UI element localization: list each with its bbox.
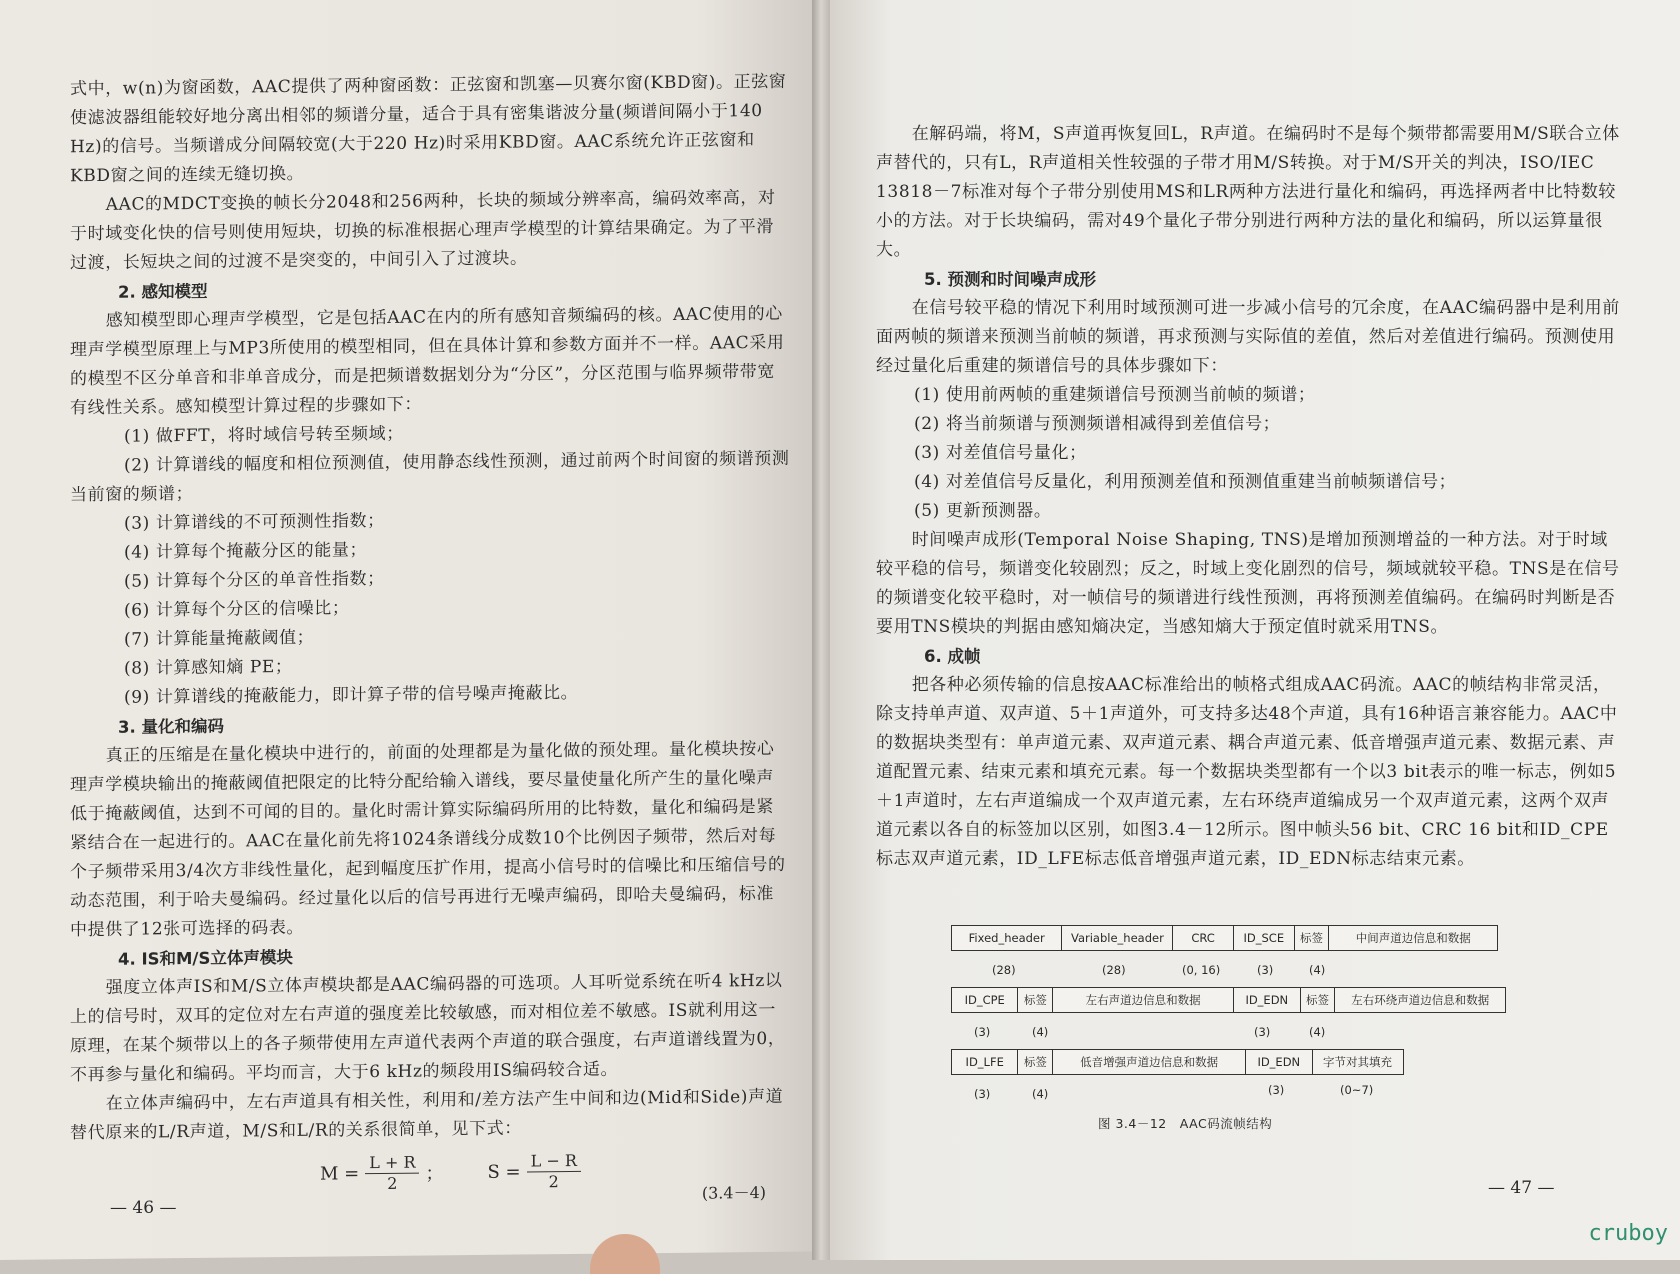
right-para-4: 把各种必须传输的信息按AAC标准给出的帧格式组成AAC码流。AAC的帧结构非常灵活，除支持单声道、双声道、5＋1声道外，可支持多达48个声道，具有16种语言兼容能力。AAC中的数据块类型有：单声道元素、双声道元素、耦合声道元素、低音增强声道元素、数据元素、声道配置元素、结束元素和填充元素。每一个数据块类型都有一个以3 bit表示的唯一标志，例如5＋1声道时，左右声道编成一个双声道元素，左右环绕声道编成另一个双声道元素，这两个双声道元素以各自的标签加以区别，如图3.4－12所示。图中帧头56 bit、CRC 16 bit和ID_CPE标志双声道元素，ID_LFE标志低音增强声道元素，ID_EDN标志结束元素。 [876, 675, 1618, 869]
cell-center-channel-data: 中间声道边信息和数据 [1328, 925, 1498, 951]
left-para-3: 感知模型即心理声学模型，它是包括AAC在内的所有感知音频编码的核。AAC使用的心理声学模型原理上与MP3所使用的模型相同，但在具体计算和参数方面并不一样。AAC采用的模型不区分单音和非单音成分，而是把频谱数据划分为“分区”，分区范围与临界频带带宽有线性关系。感知模型计算过程的步骤如下： [70, 303, 785, 419]
heading-stereo: 4. IS和M/S立体声模块 [118, 947, 293, 969]
cell-tag-4: 标签 [1017, 1049, 1053, 1075]
pred-step-1: (1) 使用前两帧的重建频谱信号预测当前帧的频谱； [914, 385, 1316, 405]
formula-m-numerator: L + R [365, 1152, 419, 1174]
cell-fixed-header: Fixed_header [951, 925, 1063, 951]
left-para-1: 式中，w(n)为窗函数，AAC提供了两种窗函数：正弦窗和凯塞—贝赛尔窗(KBD窗)。正弦窗使滤波器组能较好地分离出相邻的频谱分量，适合于具有密集谐波分量(频谱间隔小于140 Hz)的信号。当频谱成分间隔较宽(大于220 Hz)时采用KBD窗。AAC系统允许正弦窗和KBD窗之间的连续无缝切换。 [70, 71, 787, 187]
cell-id-edn-1: ID_EDN [1233, 987, 1301, 1013]
bits-id-edn-2: (3) [1268, 1083, 1285, 1097]
formula-m-fraction [365, 1152, 419, 1194]
left-para-6: 在立体声编码中，左右声道具有相关性，利用和/差方法产生中间和边(Mid和Side)声道替代原来的L/R声道，M/S和L/R的关系很简单，见下式： [70, 1086, 784, 1144]
cell-id-lfe: ID_LFE [951, 1049, 1019, 1075]
bits-tag-1: (4) [1309, 963, 1326, 977]
right-para-1: 在解码端，将M，S声道再恢复回L，R声道。在编码时不是每个频带都需要用M/S联合立体声替代的，只有L，R声道相关性较强的子带才用M/S转换。对于M/S开关的判决，ISO/IEC 13818－7标准对每个子带分别使用MS和LR两种方法进行量化和编码，再选择两者中比特数较小的方法。对于长块编码，需对49个量化子带分别进行两种方法的量化和编码，所以运算量很大。 [876, 124, 1620, 260]
perception-steps [70, 416, 790, 714]
cell-id-cpe: ID_CPE [951, 987, 1019, 1013]
bits-variable-header: (28) [1102, 963, 1126, 977]
formula-s-denominator: 2 [548, 1171, 559, 1191]
formula-s-lhs: S = [487, 1161, 521, 1183]
pred-step-2: (2) 将当前频谱与预测频谱相减得到差值信号； [914, 414, 1281, 434]
heading-perception-model: 2. 感知模型 [118, 281, 208, 302]
step-4: (4) 计算每个掩蔽分区的能量； [124, 540, 368, 563]
step-2: (2) 计算谱线的幅度和相位预测值，使用静态线性预测，通过前两个时间窗的频谱预测当前窗的频谱； [70, 448, 790, 506]
step-7: (7) 计算能量掩蔽阈值； [124, 627, 315, 650]
bits-fixed-header: (28) [992, 963, 1016, 977]
formula-s-numerator: L − R [527, 1150, 581, 1172]
cell-lr-channel-data: 左右声道边信息和数据 [1052, 987, 1234, 1013]
equation-number: (3.4－4) [701, 1182, 766, 1203]
frame-row-2 [952, 987, 1506, 1013]
step-8: (8) 计算感知熵 PE； [124, 656, 293, 679]
formula-s-fraction [527, 1150, 581, 1192]
bits-id-cpe: (3) [974, 1025, 991, 1039]
prediction-steps [876, 381, 1620, 526]
bits-tag-3: (4) [1309, 1025, 1326, 1039]
cell-variable-header: Variable_header [1061, 925, 1173, 951]
step-9: (9) 计算谱线的掩蔽能力，即计算子带的信号噪声掩蔽比。 [124, 682, 579, 708]
frame-row-3 [952, 1049, 1404, 1075]
bits-id-sce: (3) [1257, 963, 1274, 977]
cell-tag-3: 标签 [1300, 987, 1336, 1013]
page-number-right: — 47 — [1488, 1178, 1555, 1198]
watermark: cruboy [1588, 1221, 1668, 1246]
heading-prediction: 5. 预测和时间噪声成形 [924, 270, 1096, 289]
bits-tag-2: (4) [1032, 1025, 1049, 1039]
cell-id-edn-2: ID_EDN [1245, 1049, 1313, 1075]
cell-tag-2: 标签 [1017, 987, 1053, 1013]
aac-frame-diagram [952, 925, 1512, 1105]
heading-framing: 6. 成帧 [924, 647, 981, 666]
cell-lfe-channel-data: 低音增强声道边信息和数据 [1052, 1049, 1246, 1075]
frame-row-1 [952, 925, 1498, 951]
page-number-left: — 46 — [110, 1198, 177, 1218]
bits-id-edn-1: (3) [1254, 1025, 1271, 1039]
left-page [0, 0, 820, 1260]
left-para-5: 强度立体声IS和M/S立体声模块都是AAC编码器的可选项。人耳听觉系统在听4 kHz以上的信号时，双耳的定位对左右声道的强度差比较敏感，而对相位差不敏感。IS就利用这一原理，在某个频带以上的各子频带使用左声道代表两个声道的联合强度，右声道谱线置为0，不再参与量化和编码。平均而言，大于6 kHz的频段用IS编码较合适。 [70, 970, 786, 1086]
right-para-3: 时间噪声成形(Temporal Noise Shaping, TNS)是增加预测增益的一种方法。对于时域较平稳的信号，频谱变化较剧烈；反之，时域上变化剧烈的信号，频域就较平稳。TNS是在信号的频谱变化较平稳时，对一帧信号的频谱进行线性预测，再将预测差值编码。在编码时判断是否要用TNS模块的判据由感知熵决定，当感知熵大于预定值时就采用TNS。 [876, 530, 1620, 637]
book-spine [812, 0, 830, 1260]
pred-step-4: (4) 对差值信号反量化，利用预测差值和预测值重建当前帧频谱信号； [914, 472, 1457, 492]
formula-m-denominator: 2 [387, 1173, 398, 1193]
step-1: (1) 做FFT，将时域信号转至频域； [124, 423, 404, 447]
bits-tag-4: (4) [1032, 1087, 1049, 1101]
figure-caption: 图 3.4－12 AAC码流帧结构 [1098, 1116, 1273, 1131]
left-para-2: AAC的MDCT变换的帧长分2048和256两种，长块的频域分辨率高，编码效率高，对于时域变化快的信号则使用短块，切换的标准根据心理声学模型的计算结果确定。为了平滑过渡，长短块之间的过渡不是突变的，中间引入了过渡块。 [70, 187, 776, 274]
cell-id-sce: ID_SCE [1233, 925, 1295, 951]
pred-step-5: (5) 更新预测器。 [914, 501, 1052, 521]
ms-formula [70, 1141, 790, 1205]
step-3: (3) 计算谱线的不可预测性指数； [124, 510, 385, 534]
formula-separator: ； [425, 1163, 444, 1185]
step-6: (6) 计算每个分区的信噪比； [124, 598, 350, 621]
pred-step-3: (3) 对差值信号量化； [914, 443, 1087, 463]
cell-byte-align-fill: 字节对其填充 [1312, 1049, 1404, 1075]
right-para-2: 在信号较平稳的情况下利用时域预测可进一步减小信号的冗余度，在AAC编码器中是利用前面两帧的频谱来预测当前帧的频谱，再求预测与实际值的差值，然后对差值进行编码。预测使用经过量化后重建的频谱信号的具体步骤如下： [876, 298, 1620, 376]
cell-tag-1: 标签 [1294, 925, 1330, 951]
heading-quantization: 3. 量化和编码 [118, 716, 224, 737]
bits-id-lfe: (3) [974, 1087, 991, 1101]
left-para-4: 真正的压缩是在量化模块中进行的，前面的处理都是为量化做的预处理。量化模块按心理声学模块输出的掩蔽阈值把限定的比特分配给输入谱线，要尽量使量化所产生的量化噪声低于掩蔽阈值，达到不可闻的目的。量化时需计算实际编码所用的比特数，量化和编码是紧紧结合在一起进行的。AAC在量化前先将1024条谱线分成数10个比例因子频带，然后对每个子频带采用3/4次方非线性量化，起到幅度压扩作用，提高小信号时的信噪比和压缩信号的动态范围，利于哈夫曼编码。经过量化以后的信号再进行无噪声编码，即哈夫曼编码，标准中提供了12张可选择的码表。 [70, 738, 786, 941]
bits-byte-align: (0~7) [1340, 1083, 1374, 1097]
step-5: (5) 计算每个分区的单音性指数； [124, 568, 385, 592]
bits-crc: (0, 16) [1182, 963, 1221, 977]
formula-m-lhs: M = [320, 1162, 360, 1185]
cell-surround-channel-data: 左右环绕声道边信息和数据 [1334, 987, 1506, 1013]
cell-crc: CRC [1172, 925, 1234, 951]
